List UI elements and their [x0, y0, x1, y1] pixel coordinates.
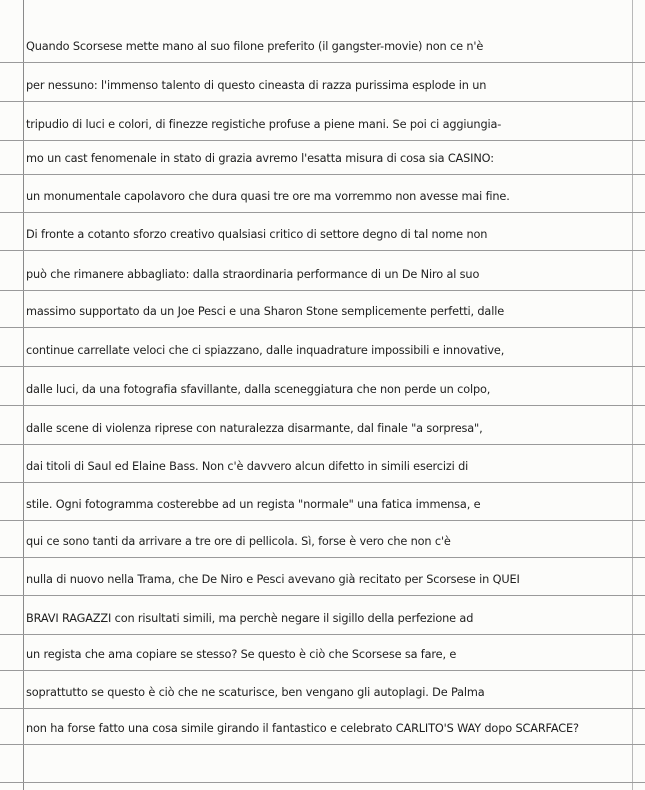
text-line: Quando Scorsese mette mano al suo filone preferito (il gangster-movie) non ce n'è	[26, 39, 484, 53]
ruled-line	[0, 670, 645, 671]
text-line: per nessuno: l'immenso talento di questo cineasta di razza purissima esplode in un	[26, 78, 487, 92]
ruled-line	[0, 708, 645, 709]
text-line: un monumentale capolavoro che dura quasi tre ore ma vorremmo non avesse mai fine.	[26, 189, 510, 203]
ruled-line	[0, 482, 645, 483]
text-line: stile. Ogni fotogramma costerebbe ad un regista "normale" una fatica immensa, e	[26, 497, 481, 511]
ruled-line	[0, 101, 645, 102]
ruled-line	[0, 327, 645, 328]
text-line: nulla di nuovo nella Trama, che De Niro e Pesci avevano già recitato per Scorsese in QUEI	[26, 572, 520, 586]
ruled-line	[0, 782, 645, 783]
ruled-line	[0, 290, 645, 291]
text-line: tripudio di luci e colori, di finezze registiche profuse a piene mani. Se poi ci aggiungia-	[26, 117, 502, 131]
ruled-line	[0, 520, 645, 521]
ruled-line	[0, 366, 645, 367]
ruled-line	[0, 744, 645, 745]
text-line: può che rimanere abbagliato: dalla straordinaria performance di un De Niro al suo	[26, 267, 480, 281]
text-line: un regista che ama copiare se stesso? Se questo è ciò che Scorsese sa fare, e	[26, 647, 457, 661]
text-line: dalle luci, da una fotografia sfavillante, dalla sceneggiatura che non perde un colpo,	[26, 382, 491, 396]
text-line: Di fronte a cotanto sforzo creativo qualsiasi critico di settore degno di tal nome non	[26, 227, 488, 241]
ruled-line	[0, 212, 645, 213]
ruled-line	[0, 595, 645, 596]
ruled-line	[0, 557, 645, 558]
text-line: dalle scene di violenza riprese con naturalezza disarmante, dal finale "a sorpresa",	[26, 421, 483, 435]
text-line: mo un cast fenomenale in stato di grazia avremo l'esatta misura di cosa sia CASINO:	[26, 151, 494, 165]
text-line: massimo supportato da un Joe Pesci e una Sharon Stone semplicemente perfetti, dalle	[26, 304, 505, 318]
right-edge-line	[632, 0, 633, 790]
text-line: dai titoli di Saul ed Elaine Bass. Non c'è davvero alcun difetto in simili esercizi di	[26, 459, 469, 473]
text-line: BRAVI RAGAZZI con risultati simili, ma perchè negare il sigillo della perfezione ad	[26, 611, 474, 625]
ruled-line	[0, 250, 645, 251]
ruled-line	[0, 174, 645, 175]
left-margin-line	[23, 0, 24, 790]
text-line: soprattutto se questo è ciò che ne scaturisce, ben vengano gli autoplagi. De Palma	[26, 685, 485, 699]
text-line: non ha forse fatto una cosa simile girando il fantastico e celebrato CARLITO'S WAY dopo SCARFACE?	[26, 721, 579, 735]
ruled-line	[0, 140, 645, 141]
ruled-line	[0, 405, 645, 406]
ruled-line	[0, 634, 645, 635]
text-line: qui ce sono tanti da arrivare a tre ore di pellicola. Sì, forse è vero che non c'è	[26, 534, 451, 548]
ruled-line	[0, 62, 645, 63]
text-line: continue carrellate veloci che ci spiazzano, dalle inquadrature impossibili e innovative,	[26, 343, 505, 357]
ruled-line	[0, 444, 645, 445]
